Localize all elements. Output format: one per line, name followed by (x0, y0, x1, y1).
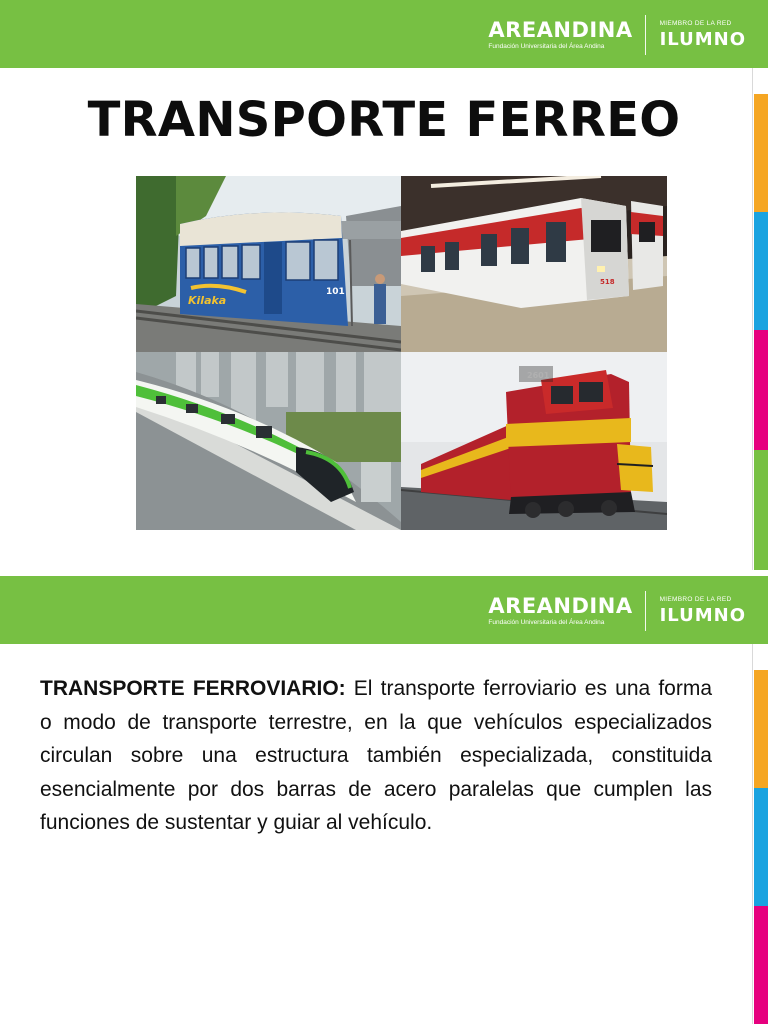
side-strip-green (754, 450, 768, 570)
definition-text: El transporte ferroviario es una forma o modo de transporte terrestre, en la que vehículos especializados circulan sobre una estructura también especializada, constituida esencialmente por dos barras de acero paralelas que cumplen las funciones de sustentar y guiar al vehículo. (40, 677, 712, 834)
side-strip-pink (754, 906, 768, 1024)
tram-photo (136, 176, 401, 352)
locomotive-photo (401, 352, 667, 530)
svg-text:Kilaka: Kilaka (188, 294, 227, 307)
brand-network: ILUMNO (659, 605, 746, 626)
brand-member-label: MIEMBRO DE LA RED (659, 20, 732, 27)
brand-network: ILUMNO (659, 29, 746, 50)
header-bar (0, 0, 768, 68)
brand-member-label: MIEMBRO DE LA RED (659, 596, 732, 603)
definition-term: TRANSPORTE FERROVIARIO: (40, 677, 346, 700)
side-strip-orange (754, 670, 768, 788)
side-divider (752, 644, 753, 1024)
train-photo-collage (136, 176, 667, 530)
header-bar (0, 576, 768, 644)
side-strip-blue (754, 212, 768, 330)
slide-title: TRANSPORTE FERREO (87, 92, 681, 148)
brand-logo (488, 12, 746, 58)
monorail-photo (136, 352, 401, 530)
brand-subtitle: Fundación Universitaria del Área Andina (488, 43, 605, 50)
brand-name: AREANDINA (488, 18, 633, 42)
brand-subtitle: Fundación Universitaria del Área Andina (488, 619, 605, 626)
brand-divider (645, 591, 646, 631)
metro-number: 518 (600, 278, 615, 286)
metro-photo (401, 176, 667, 352)
slide-definition (0, 576, 768, 1024)
brand-logo (488, 588, 746, 634)
definition-paragraph (40, 672, 712, 840)
brand-divider (645, 15, 646, 55)
tram-number: 101 (326, 287, 345, 297)
side-strip-blue (754, 788, 768, 906)
locomotive-number: 2601 (527, 371, 550, 380)
side-strip-pink (754, 330, 768, 450)
brand-name: AREANDINA (488, 594, 633, 618)
